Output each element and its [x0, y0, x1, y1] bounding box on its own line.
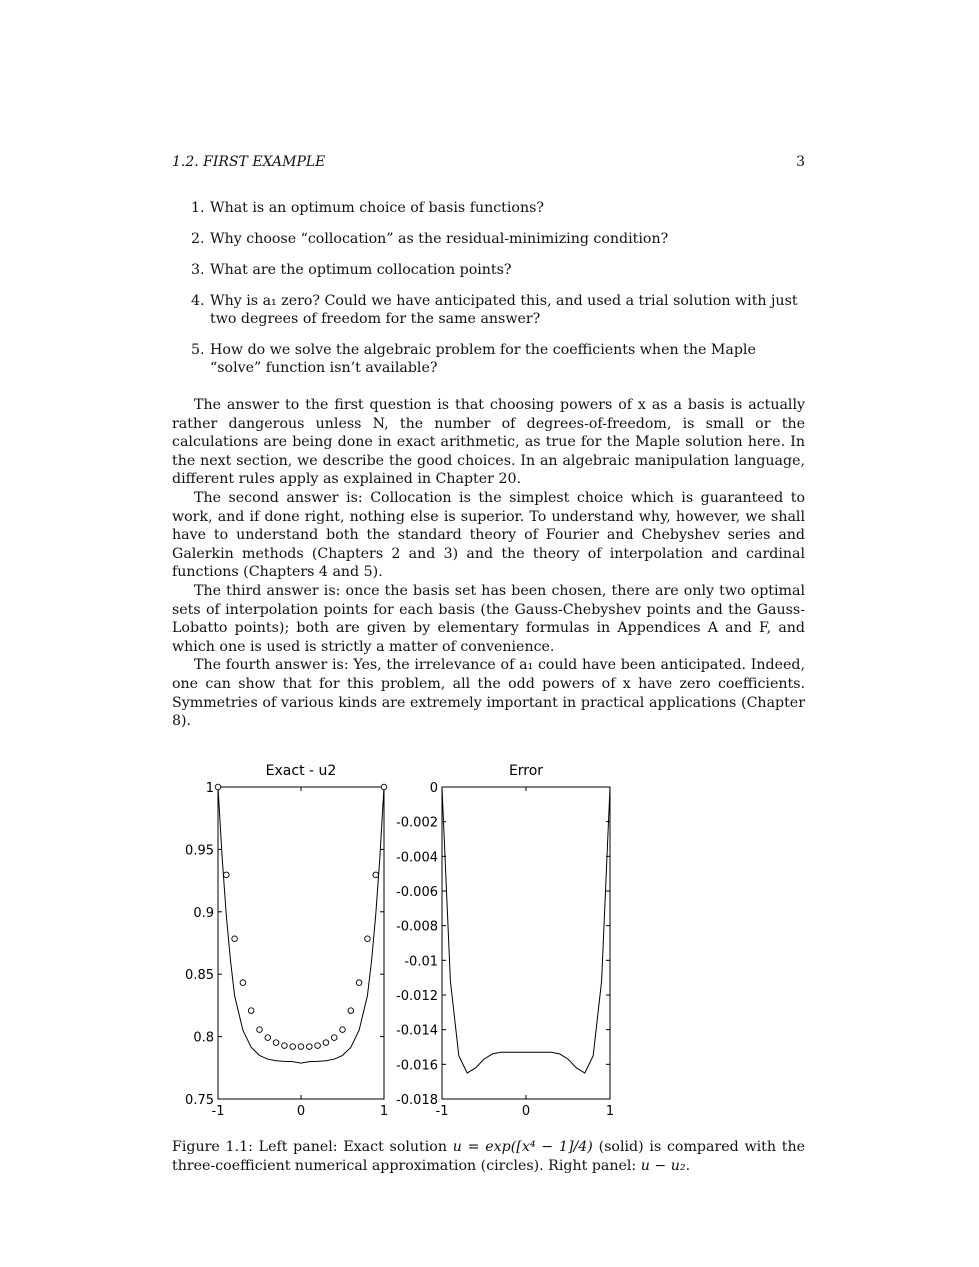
body-text	[172, 396, 805, 731]
data-point	[224, 872, 230, 878]
data-point	[365, 936, 371, 942]
data-point	[348, 1008, 354, 1014]
y-tick-label: -0.014	[396, 1023, 438, 1039]
caption-prefix: Figure 1.1: Left panel: Exact solution	[172, 1139, 447, 1155]
chart-title: Exact - u2	[265, 763, 337, 779]
figure-svg	[170, 750, 640, 1130]
list-item-number: 3.	[191, 262, 205, 278]
figure-caption	[172, 1138, 805, 1175]
series-line	[218, 787, 384, 1063]
list-item	[172, 341, 805, 377]
plot-frame	[218, 787, 384, 1099]
paragraph: The fourth answer is: Yes, the irrelevance of a₁ could have been anticipated. Indeed, one can show that for this problem, all the odd powers of x have zero coefficients. Symmetries of various kinds are extremely important in practical applications (Chapter 8).	[172, 657, 805, 730]
y-tick-label: -0.018	[396, 1093, 438, 1108]
y-tick-label: -0.004	[396, 850, 438, 866]
data-point	[265, 1035, 271, 1041]
list-item-text: How do we solve the algebraic problem for the coefficients when the Maple “solve” function isn’t available?	[210, 342, 756, 376]
list-item-text: Why choose “collocation” as the residual-minimizing condition?	[210, 231, 669, 247]
data-point	[290, 1044, 296, 1050]
data-point	[257, 1027, 263, 1033]
y-tick-label: 0.95	[185, 843, 214, 859]
list-item	[172, 261, 805, 279]
y-tick-label: -0.01	[404, 954, 438, 970]
data-point	[307, 1044, 313, 1050]
caption-suffix: .	[685, 1157, 691, 1174]
list-item-number: 2.	[191, 231, 205, 247]
list-item-number: 5.	[191, 342, 205, 358]
data-point	[331, 1035, 337, 1041]
caption-formula: u = exp([x⁴ − 1]/4)	[452, 1139, 593, 1155]
y-tick-label: 0.8	[193, 1030, 214, 1046]
y-tick-label: 0.75	[185, 1093, 214, 1108]
data-point	[273, 1040, 279, 1046]
paragraph: The answer to the first question is that choosing powers of x as a basis is actually rather dangerous unless N, the number of degrees-of-freedom, is small or the calculations are being done in exact arithmetic, as true for the Maple solution here. In the next section, we describe the good choices. In an algebraic manipulation language, different rules apply as explained in Chapter 20.	[172, 397, 805, 488]
figure-1-1	[170, 750, 640, 1130]
data-point	[248, 1008, 254, 1014]
list-item-number: 1.	[191, 200, 205, 216]
y-tick-label: -0.016	[396, 1058, 438, 1074]
list-item-text: Why is a₁ zero? Could we have anticipated this, and used a trial solution with just two degrees of freedom for the same answer?	[210, 293, 798, 327]
data-point	[315, 1043, 321, 1049]
page-number: 3	[796, 154, 805, 170]
y-tick-label: 0	[429, 781, 438, 796]
paragraph: The second answer is: Collocation is the simplest choice which is guaranteed to work, and if done right, nothing else is superior. To understand why, however, we shall have to understand both the standard theory of Fourier and Chebyshev series and Galerkin methods (Chapters 2 and 3) and the theory of interpolation and cardinal functions (Chapters 4 and 5).	[172, 489, 805, 581]
x-tick-label: 0	[521, 1104, 531, 1119]
x-tick-label: -1	[211, 1104, 225, 1119]
list-item	[172, 292, 805, 328]
list-item-number: 4.	[191, 293, 205, 309]
data-point	[373, 872, 379, 878]
x-tick-label: 1	[605, 1104, 615, 1119]
paragraph: The third answer is: once the basis set has been chosen, there are only two optimal sets of interpolation points for each basis (the Gauss-Chebyshev points and the Gauss-Lobatto points); both are given by elementary formulas in Appendices A and F, and which one is used is strictly a matter of convenience.	[172, 582, 805, 655]
data-point	[240, 980, 246, 986]
data-point	[340, 1027, 346, 1033]
running-header	[172, 154, 805, 174]
list-item	[172, 199, 805, 217]
data-point	[282, 1043, 288, 1049]
list-item	[172, 230, 805, 248]
data-point	[215, 784, 221, 790]
data-point	[381, 784, 387, 790]
x-tick-label: -1	[435, 1104, 449, 1119]
data-point	[356, 980, 362, 986]
list-item-text: What are the optimum collocation points?	[210, 262, 512, 278]
y-tick-label: 0.9	[193, 905, 214, 921]
x-tick-label: 0	[296, 1104, 306, 1119]
data-point	[232, 936, 238, 942]
y-tick-label: 0.85	[185, 968, 214, 984]
series-line	[442, 787, 610, 1073]
data-point	[323, 1040, 329, 1046]
x-tick-label: 1	[379, 1104, 389, 1119]
caption-formula-2: u − u₂	[640, 1157, 686, 1174]
question-list	[172, 199, 805, 390]
y-tick-label: -0.012	[396, 989, 438, 1004]
y-tick-label: -0.008	[396, 919, 438, 935]
data-point	[298, 1044, 304, 1050]
caption-middle: (solid) is compared with the three-coefficient numerical approximation (circles). Right panel:	[172, 1139, 805, 1174]
y-tick-label: -0.002	[396, 815, 438, 831]
y-tick-label: -0.006	[396, 885, 438, 900]
running-title: 1.2. FIRST EXAMPLE	[172, 154, 326, 170]
y-tick-label: 1	[205, 781, 214, 796]
list-item-text: What is an optimum choice of basis functions?	[210, 200, 544, 216]
chart-title: Error	[508, 763, 544, 779]
